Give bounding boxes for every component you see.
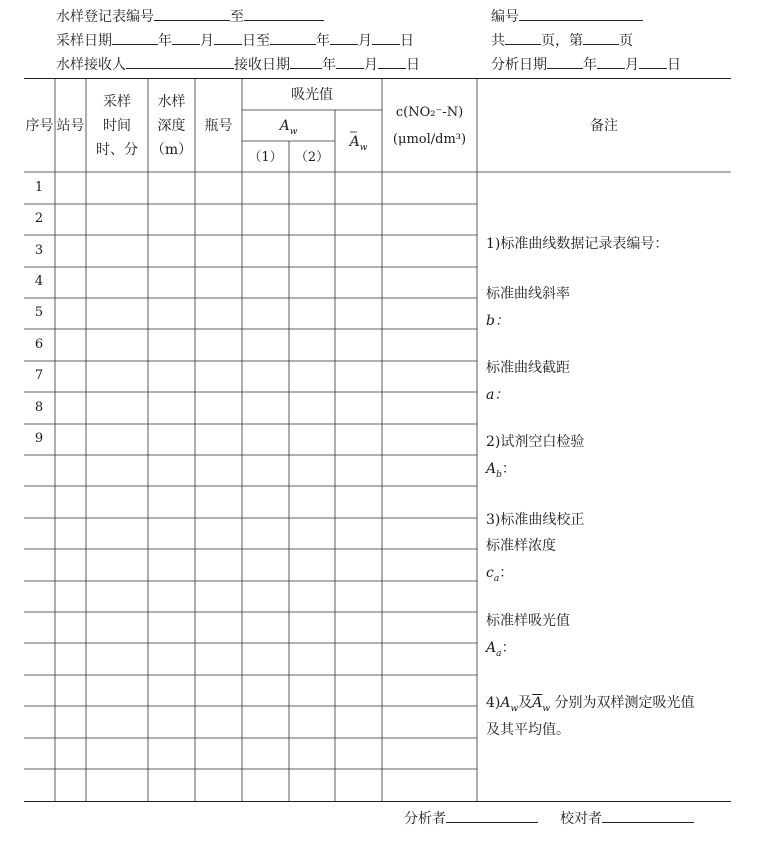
note-std-abs: 标准样吸光值 [486,613,570,629]
note-std-conc: 标准样浓度 [486,538,556,554]
year-label: 年 [316,33,330,49]
analyst-signature [404,808,538,828]
aa-colon: ： [501,640,516,656]
row-number: 2 [34,211,44,226]
year-label: 年 [322,57,336,73]
receive-date-label: 接收日期 [234,57,290,73]
col-time-header-2: 时间 [103,118,131,134]
page-label: 页 [619,33,633,49]
note-4 [486,694,695,718]
note-1: 1)标准曲线数据记录表编号： [486,236,669,252]
page-no-label: 页，第 [541,33,583,49]
n4-number: 4) [486,695,501,711]
col-1-header: （1） [248,150,283,165]
col-depth-header-1: 水样 [157,94,186,110]
col-aw-bar-header [335,133,382,157]
month-label: 月 [358,33,372,49]
ab-symbol: A [486,461,497,477]
day-label: 日 [400,33,414,49]
checker-signature [560,808,694,828]
col-station-header: 站号 [56,118,85,134]
note-ab [486,460,516,484]
year-label: 年 [158,33,172,49]
n4-aw-sub: w [510,703,519,714]
aw-bar-symbol: A [349,134,360,150]
day-label: 日 [406,57,420,73]
ab-colon: ： [501,461,516,477]
note-b: b： [486,313,509,329]
row-number: 4 [34,274,44,289]
col-aw-header [242,117,335,141]
n4-aw: A [500,695,511,711]
checker-label: 校对者 [560,811,602,827]
col-conc-header-1: c(NO₂⁻-N) [395,105,464,120]
ca-subscript: a [493,573,500,584]
row-number: 5 [34,305,44,320]
n4-rest: 分别为双样测定吸光值 [550,695,695,711]
row-number: 8 [34,400,44,415]
note-a: a： [486,387,509,403]
note-3: 3)标准曲线校正 [486,512,585,528]
checker-blank[interactable] [602,808,694,823]
ca-colon: ： [499,565,514,581]
analyst-label: 分析者 [404,811,446,827]
col-time-header-1: 采样 [103,94,131,110]
aw-symbol: A [279,118,290,134]
col-time-header-3: 时、分 [96,142,138,158]
col-2-header: （2） [294,150,330,165]
month-label: 月 [364,57,378,73]
day-label: 日 [667,57,681,73]
month-label: 月 [200,33,214,49]
aa-subscript: a [496,648,502,659]
table-bottom-rule [24,801,731,802]
row-number: 6 [34,337,44,352]
aw-bar-subscript: w [359,142,368,153]
row-number: 3 [34,243,44,258]
reg-no-label: 水样登记表编号 [56,9,154,25]
receiver-label: 水样接收人 [56,57,126,73]
sample-date-label: 采样日期 [56,33,112,49]
aw-subscript: w [289,126,298,137]
ab-subscript: b [496,469,502,480]
n4-and: 及 [518,695,533,711]
day-to-label: 日至 [242,33,270,49]
note-intercept: 标准曲线截距 [486,360,570,376]
col-bottle-header: 瓶号 [204,118,233,134]
col-notes-header: 备注 [590,118,618,134]
analysis-date-label: 分析日期 [491,57,547,73]
ca-symbol: c [486,565,494,581]
col-absorbance-header: 吸光值 [291,87,333,103]
reg-to-label: 至 [230,9,244,25]
note-4-line2: 及其平均值。 [486,722,570,738]
aa-symbol: A [486,640,497,656]
month-label: 月 [625,57,639,73]
row-number: 9 [34,431,44,446]
note-aa [486,639,516,663]
year-label: 年 [583,57,597,73]
n4-awbar-sub: w [542,703,551,714]
no-label: 编号 [491,9,519,25]
row-number: 1 [34,180,44,195]
col-conc-header-2: (μmol/dm³) [392,132,467,147]
note-2: 2)试剂空白检验 [486,434,585,450]
col-depth-header-3: （m） [150,142,193,158]
analyst-blank[interactable] [446,808,538,823]
note-ca [486,564,513,588]
total-label: 共 [491,33,505,49]
col-seq-header: 序号 [25,118,54,134]
note-slope: 标准曲线斜率 [486,286,570,302]
col-depth-header-2: 深度 [157,118,186,134]
n4-awbar: $\overline{A}$ [532,695,543,711]
row-number: 7 [34,368,44,383]
